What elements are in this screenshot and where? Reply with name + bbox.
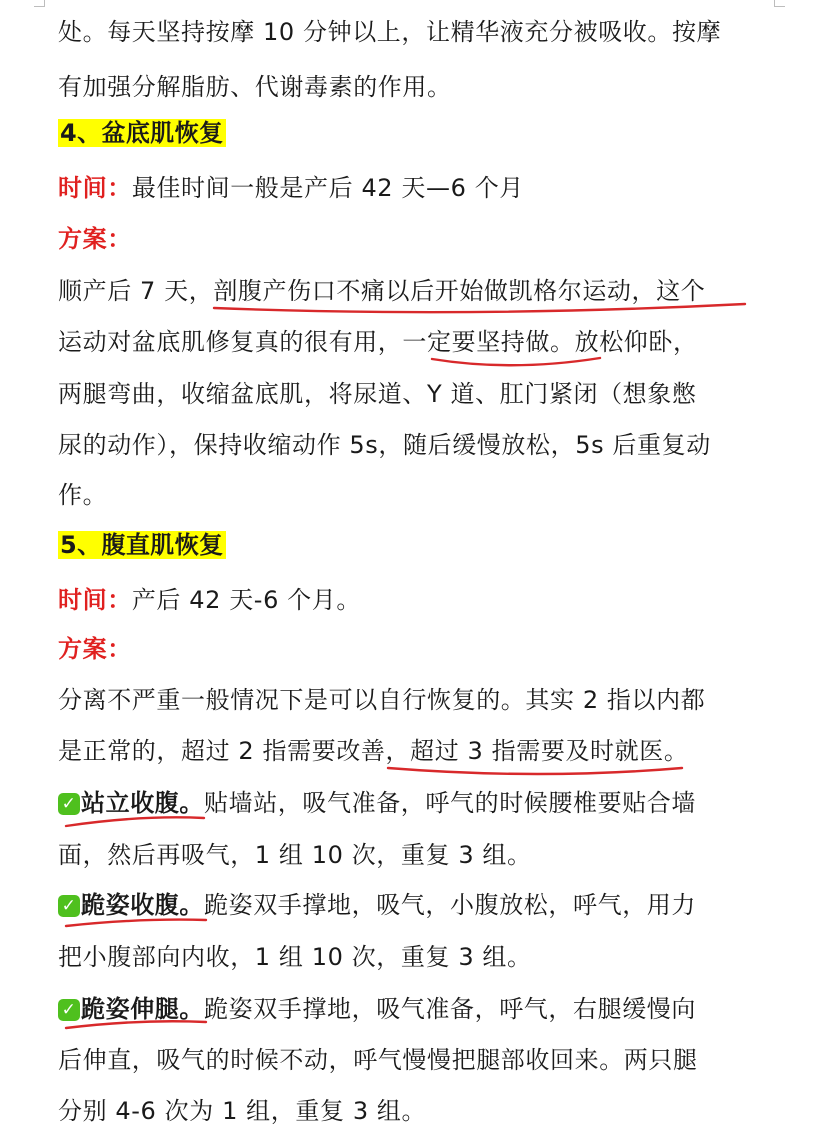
exercise-item: ✓ 跪姿伸腿。跪姿双手撑地，吸气准备，呼气，右腿缓慢向	[58, 992, 696, 1026]
check-icon: ✓	[58, 793, 80, 815]
plan-label: 方案：	[58, 225, 132, 253]
text-line: 运动对盆底肌修复真的很有用，一定要坚持做。放松仰卧，	[58, 328, 698, 356]
text-line: 后伸直，吸气的时候不动，呼气慢慢把腿部收回来。两只腿	[58, 1046, 698, 1074]
text-line: 有加强分解脂肪、代谢毒素的作用。	[58, 73, 452, 101]
exercise-title: 跪姿伸腿。	[81, 995, 204, 1023]
underline-mark	[388, 768, 682, 774]
section-heading-diastasis: 5、腹直肌恢复	[60, 531, 224, 559]
exercise-title: 跪姿收腹。	[81, 891, 204, 919]
text-line: 面，然后再吸气，1 组 10 次，重复 3 组。	[58, 841, 532, 869]
underline-mark	[432, 358, 600, 365]
text-line: 顺产后 7 天，剖腹产伤口不痛以后开始做凯格尔运动，这个	[58, 277, 706, 305]
page-corner-mark-right	[774, 0, 785, 7]
text-line: 处。每天坚持按摩 10 分钟以上，让精华液充分被吸收。按摩	[58, 18, 722, 46]
time-line: 时间：产后 42 天-6 个月。	[58, 586, 361, 614]
text-line: 把小腹部向内收，1 组 10 次，重复 3 组。	[58, 943, 532, 971]
check-icon: ✓	[58, 999, 80, 1021]
time-label: 时间：	[58, 586, 132, 614]
plan-label: 方案：	[58, 635, 132, 663]
text-line: 两腿弯曲，收缩盆底肌，将尿道、Y 道、肛门紧闭（想象憋	[58, 380, 697, 408]
time-line: 时间：最佳时间一般是产后 42 天—6 个月	[58, 174, 524, 202]
text-line: 分离不严重一般情况下是可以自行恢复的。其实 2 指以内都	[58, 686, 706, 714]
text-line: 尿的动作），保持收缩动作 5s，随后缓慢放松，5s 后重复动	[58, 431, 711, 459]
check-icon: ✓	[58, 895, 80, 917]
exercise-title: 站立收腹。	[81, 789, 204, 817]
time-label: 时间：	[58, 174, 132, 202]
text-line: 作。	[58, 481, 108, 509]
text-line: 分别 4-6 次为 1 组，重复 3 组。	[58, 1097, 427, 1125]
section-heading-pelvic-floor: 4、盆底肌恢复	[60, 119, 224, 147]
exercise-item: ✓ 跪姿收腹。跪姿双手撑地，吸气，小腹放松，呼气，用力	[58, 888, 696, 922]
page-corner-mark-left	[34, 0, 45, 7]
exercise-item: ✓ 站立收腹。贴墙站，吸气准备，呼气的时候腰椎要贴合墙	[58, 786, 696, 820]
text-line: 是正常的，超过 2 指需要改善，超过 3 指需要及时就医。	[58, 737, 689, 765]
